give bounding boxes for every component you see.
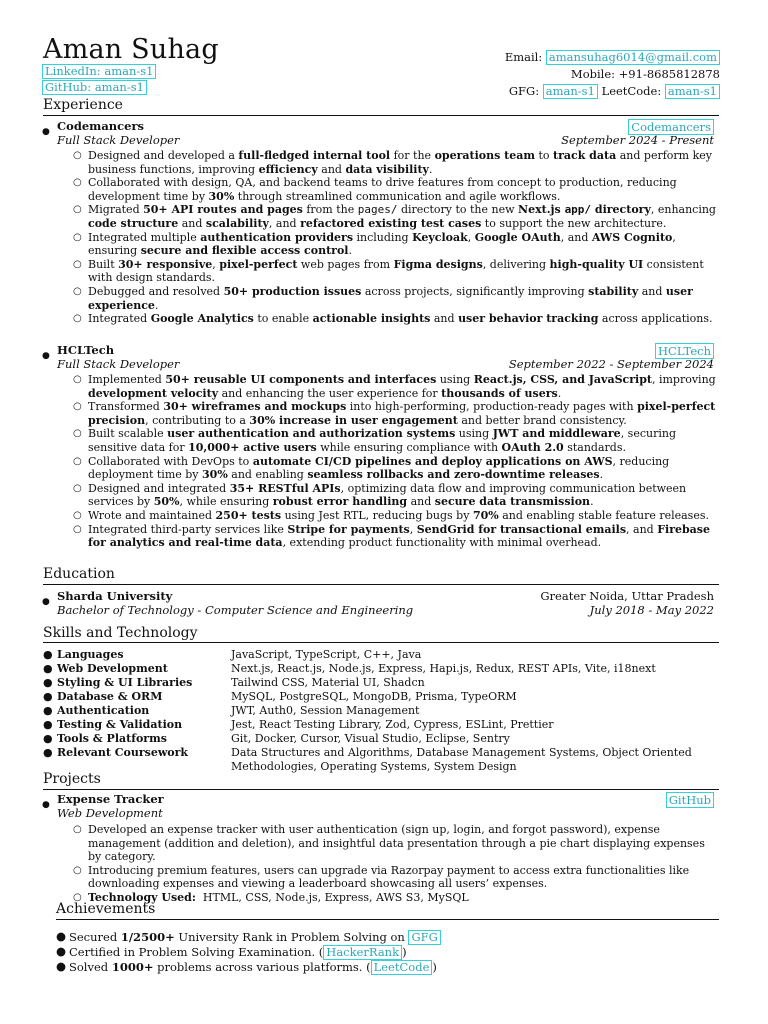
job-dates: September 2024 - Present [561,133,714,147]
project-github-link[interactable]: GitHub [666,792,714,808]
bullet-item: ○ Collaborated with DevOps to automate CI/CD pipelines and deploy applications on AWS, reducing deployment time by 30% and enabling seamless rollbacks and zero-downtime releases. [73,454,670,482]
skill-label: Authentication [57,704,150,717]
achievement-link[interactable]: GFG [408,930,440,945]
contact-left [42,64,156,96]
job-dates: September 2022 - September 2024 [508,357,714,371]
skill-value: JWT, Auth0, Session Management [231,704,420,717]
skills-list [43,648,719,774]
bullet-item: ○ Built 30+ responsive, pixel-perfect web pages from Figma designs, delivering high-quality UI consistent with design standards. [73,257,704,285]
skill-value: JavaScript, TypeScript, C++, Java [231,648,422,661]
circle-bullet-icon: ○ [73,177,82,189]
experience-2-bullets [71,373,718,550]
circle-bullet-icon: ○ [73,509,82,521]
school-name: Sharda University [57,589,173,603]
skill-row [43,690,719,704]
leetcode-label: LeetCode: [601,84,662,98]
skill-label: Tools & Platforms [57,732,167,745]
section-projects-title: Projects [43,771,101,787]
bullet-icon: ● [56,929,67,943]
bullet-item: ○ Migrated 50+ API routes and pages from the pages/ directory to the new Next.js app/ directory, enhancing code structure and scalability, and refactored existing test cases to support the new architecture. [73,203,716,230]
bullet-item: ○ Integrated multiple authentication providers including Keycloak, Google OAuth, and AWS Cognito, ensuring secure and flexible access control. [73,230,676,258]
skill-value: Data Structures and Algorithms, Database Management Systems, Object Oriented Methodologies, Operating Systems, System Design [231,746,692,773]
circle-bullet-icon: ○ [73,313,82,325]
bullet-icon: ● [56,944,67,958]
bullet-item: ○ Technology Used: HTML, CSS, Node.js, Express, AWS S3, MySQL [73,890,469,904]
circle-bullet-icon: ○ [73,150,82,161]
bullet-icon: ● [42,127,50,137]
linkedin-link[interactable]: LinkedIn: aman-s1 [42,64,156,79]
section-skills-title: Skills and Technology [43,625,198,641]
achievement-item: ● Solved 1000+ problems across various platforms. ( LeetCode ) [56,959,437,974]
section-experience-title: Experience [43,97,123,113]
circle-bullet-icon: ○ [73,824,82,835]
section-achievements-title: Achievements [56,901,156,917]
skill-value: Next.js, React.js, Node.js, Express, Hapi.js, Redux, REST APIs, Vite, i18next [231,662,656,675]
bullet-item: ○ Wrote and maintained 250+ tests using Jest RTL, reducing bugs by 70% and enabling stable feature releases. [73,508,709,522]
job-role: Full Stack Developer [57,357,180,371]
section-rule [43,642,719,643]
section-education-title: Education [43,566,115,582]
candidate-name: Aman Suhag [43,34,219,65]
bullet-item: ○ Implemented 50+ reusable UI components and interfaces using React.js, CSS, and JavaScript, improving development velocity and enhancing the user experience for thousands of users. [73,373,716,400]
skill-value: Jest, React Testing Library, Zod, Cypress, ESLint, Prettier [231,718,554,731]
achievement-item: ● Secured 1/2500+ University Rank in Problem Solving on GFG [56,930,656,945]
skill-row [43,676,719,690]
skill-row [43,704,719,718]
bullet-item: ○ Introducing premium features, users can upgrade via Razorpay payment to access extra functionalities like downloading expenses and viewing a leaderboard showcasing all users’ expenses. [73,863,690,891]
company-link[interactable]: HCLTech [655,343,714,359]
skill-label: Languages [57,648,124,661]
skill-label: Testing & Validation [57,718,183,731]
experience-1-bullets [71,149,718,326]
bullet-icon: ● [42,800,50,810]
bullet-item: ○ Collaborated with design, QA, and backend teams to drive features from concept to production, reducing development time by 30% through streamlined communication and agile workflows. [73,176,677,203]
circle-bullet-icon: ○ [73,428,82,440]
achievement-item: ● Certified in Problem Solving Examination. ( HackerRank ) [56,944,407,959]
project-name: Expense Tracker [57,792,164,806]
gfg-link[interactable]: aman-s1 [543,84,598,99]
circle-bullet-icon: ○ [73,864,82,876]
bullet-icon: ● [43,704,53,717]
bullet-icon: ● [43,662,53,675]
bullet-item: ○ Built scalable user authentication and authorization systems using JWT and middleware, securing sensitive data for 10,000+ active users while ensuring compliance with OAuth 2.0 standards. [73,427,676,454]
bullet-icon: ● [43,690,53,703]
mobile-text: Mobile: +91-8685812878 [570,67,720,81]
project-type: Web Development [57,806,163,820]
company-link[interactable]: Codemancers [628,119,714,135]
circle-bullet-icon: ○ [73,285,82,297]
section-rule [43,789,719,790]
company-name: Codemancers [57,119,145,133]
skill-label: Database & ORM [57,690,163,703]
section-rule [43,584,719,585]
leetcode-link[interactable]: aman-s1 [665,84,720,99]
bullet-item: ○ Transformed 30+ wireframes and mockups into high-performing, production-ready pages with pixel-perfect precision, contributing to a 30% increase in user engagement and better brand consistency. [73,400,716,427]
skill-value: Git, Docker, Cursor, Visual Studio, Eclipse, Sentry [231,732,510,745]
bullet-item: ○ Designed and developed a full-fledged internal tool for the operations team to track data and perform key business functions, improving efficiency and data visibility. [73,149,712,176]
circle-bullet-icon: ○ [73,523,82,535]
circle-bullet-icon: ○ [73,231,82,243]
skill-row [43,732,719,746]
github-link[interactable]: GitHub: aman-s1 [42,80,147,95]
bullet-icon: ● [56,959,67,973]
bullet-icon: ● [43,676,53,689]
achievement-link[interactable]: LeetCode [371,960,433,975]
bullet-item: ○ Integrated third-party services like Stripe for payments, SendGrid for transactional emails, and Firebase for analytics and real-time data, extending product functionality with minimal overhead. [73,522,710,550]
circle-bullet-icon: ○ [73,482,82,494]
bullet-item: ○ Debugged and resolved 50+ production issues across projects, significantly improving stability and user experience. [73,284,693,312]
project-bullets [71,823,718,905]
circle-bullet-icon: ○ [73,204,82,216]
skill-row [43,662,719,676]
achievement-link[interactable]: HackerRank [323,945,402,960]
skill-row [43,648,719,662]
company-name: HCLTech [57,343,115,357]
bullet-icon: ● [43,732,53,745]
achievements-list [56,930,656,975]
bullet-icon: ● [43,648,53,661]
degree-name: Bachelor of Technology - Computer Science and Engineering [57,603,414,617]
skill-row [43,718,719,732]
gfg-label: GFG: [508,84,540,98]
skill-value: Tailwind CSS, Material UI, Shadcn [231,676,425,689]
school-location: Greater Noida, Uttar Pradesh [540,589,714,603]
skill-row [43,746,719,774]
skill-label: Styling & UI Libraries [57,676,193,689]
circle-bullet-icon: ○ [73,401,82,413]
section-rule [43,115,719,116]
bullet-icon: ● [42,597,50,607]
circle-bullet-icon: ○ [73,374,82,385]
circle-bullet-icon: ○ [73,258,82,270]
bullet-icon: ● [43,718,53,731]
bullet-item: ○ Developed an expense tracker with user authentication (sign up, login, and forgot password), expense management (addition and deletion), and insightful data presentation through a pie chart displaying expenses by category. [73,823,705,864]
bullet-item: ○ Integrated Google Analytics to enable actionable insights and user behavior tracking across applications. [73,312,713,326]
bullet-icon: ● [42,351,50,361]
job-role: Full Stack Developer [57,133,180,147]
circle-bullet-icon: ○ [73,891,82,903]
skill-label: Relevant Coursework [57,746,189,759]
bullet-icon: ● [43,746,53,759]
bullet-item: ○ Designed and integrated 35+ RESTful APIs, optimizing data flow and improving communication between services by 50%, while ensuring robust error handling and secure data transmission. [73,481,687,509]
section-rule [56,919,719,920]
contact-right [505,49,720,100]
circle-bullet-icon: ○ [73,455,82,467]
email-link[interactable]: amansuhag6014@gmail.com [546,50,720,65]
skill-label: Web Development [57,662,168,675]
education-dates: July 2018 - May 2022 [589,603,714,617]
skill-value: MySQL, PostgreSQL, MongoDB, Prisma, TypeORM [231,690,517,703]
email-label: Email: [504,50,543,64]
